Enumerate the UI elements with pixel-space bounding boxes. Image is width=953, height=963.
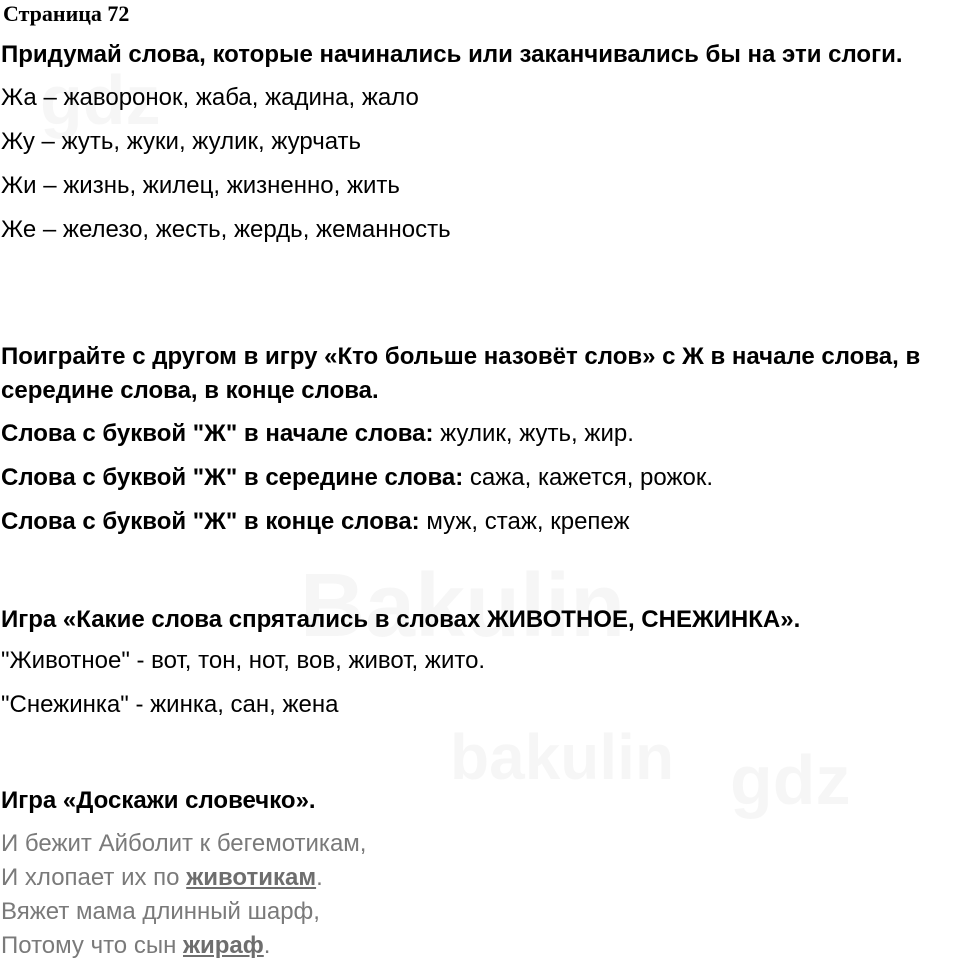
word-list-end-words: муж, стаж, крепеж — [419, 508, 630, 535]
poem-line-1-text: И бежит Айболит к бегемотикам, — [1, 830, 367, 857]
word-list-end-label: Слова с буквой "Ж" в конце слова: — [1, 508, 420, 535]
answer-line-zha: Жа – жаворонок, жаба, жадина, жало — [1, 84, 419, 111]
poem-line-2 — [0, 861, 953, 895]
word-list-start-label: Слова с буквой "Ж" в начале слова: — [1, 420, 434, 447]
poem-line-3-text: Вяжет мама длинный шарф, — [1, 898, 320, 925]
poem-line-4-end: . — [263, 932, 271, 959]
poem-line-4 — [0, 929, 953, 963]
poem-line-1 — [0, 827, 953, 861]
section-finish-word-heading: Игра «Доскажи словечко». — [1, 787, 316, 814]
section-syllables — [0, 38, 953, 252]
page-title: Страница 72 — [3, 1, 130, 26]
hidden-words-zhivotnoe: "Животное" - вот, тон, нот, вов, живот, жито. — [1, 647, 486, 674]
hidden-words-snezhinka: "Снежинка" - жинка, сан, жена — [1, 691, 339, 718]
word-list-end — [0, 500, 953, 544]
word-list-middle-label: Слова с буквой "Ж" в середине слова: — [1, 464, 464, 491]
poem-line-4-text: Потому что сын — [1, 932, 183, 959]
poem-line-2-text: И хлопает их по — [1, 864, 187, 891]
section-word-game-heading: Поиграйте с другом в игру «Кто больше назовёт слов» с Ж в начале слова, в середине слова, в конце слова. — [1, 343, 921, 404]
answer-line-zhi: Жи – жизнь, жилец, жизненно, жить — [1, 172, 400, 199]
section-syllables-heading: Придумай слова, которые начинались или заканчивались бы на эти слоги. — [1, 41, 903, 68]
section-hidden-words — [0, 603, 953, 727]
watermark-bakulin-low — [450, 720, 674, 794]
poem-answer-zhivotikam: животикам — [186, 864, 317, 891]
section-word-game — [0, 340, 953, 544]
poem-line-2-end: . — [316, 864, 323, 891]
word-list-middle — [0, 456, 953, 500]
answer-line-zhu: Жу – жуть, жуки, жулик, журчать — [1, 128, 362, 155]
word-list-start — [0, 412, 953, 456]
section-finish-word — [0, 784, 953, 963]
word-list-start-words: жулик, жуть, жир. — [433, 420, 634, 447]
poem-line-3 — [0, 895, 953, 929]
word-list-middle-words: сажа, кажется, рожок. — [463, 464, 714, 491]
answer-line-zhe: Же – железо, жесть, жердь, жеманность — [1, 216, 451, 243]
section-hidden-words-heading: Игра «Какие слова спрятались в словах ЖИВОТНОЕ, СНЕЖИНКА». — [1, 606, 801, 633]
poem-answer-zhiraf: жираф — [183, 932, 264, 959]
